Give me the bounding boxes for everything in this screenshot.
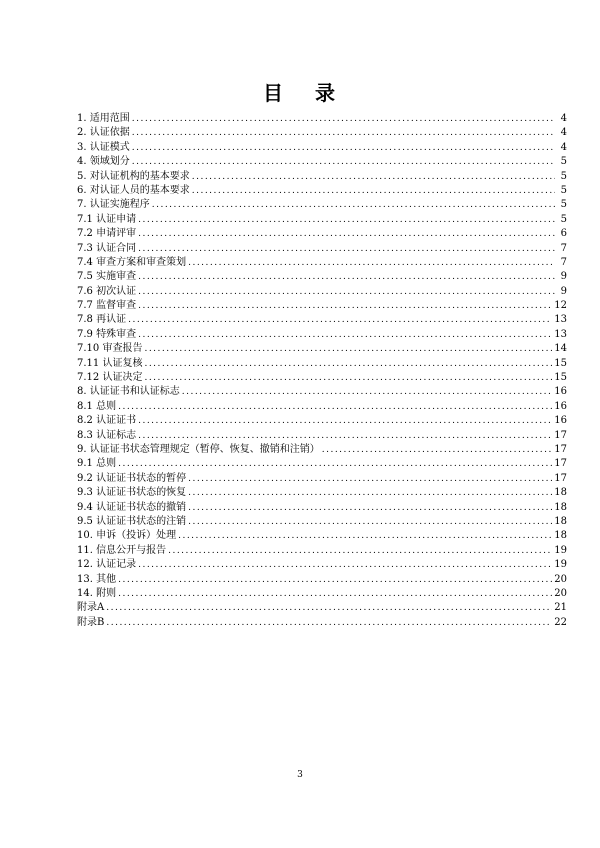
toc-leader-dots [118, 587, 552, 601]
toc-entry[interactable] [77, 457, 567, 471]
toc-entry[interactable] [77, 313, 567, 327]
toc-entry[interactable] [77, 170, 567, 184]
toc-entry[interactable] [77, 112, 567, 126]
toc-entry[interactable] [77, 126, 567, 140]
title-char-1: 目 [263, 81, 285, 105]
toc-entry-label: 14. 附则 [77, 587, 117, 599]
toc-entry-label: 9. 认证证书状态管理规定（暂停、恢复、撤销和注销） [77, 443, 320, 455]
toc-leader-dots [138, 270, 555, 284]
toc-entry-label: 9.3 认证证书状态的恢复 [77, 487, 187, 499]
toc-leader-dots [152, 198, 555, 212]
toc-leader-dots [192, 184, 555, 198]
toc-leader-dots [188, 472, 552, 486]
toc-entry-label: 7.8 再认证 [77, 314, 127, 326]
toc-leader-dots [322, 443, 553, 457]
toc-entry[interactable] [77, 486, 567, 500]
toc-entry-page: 22 [554, 616, 567, 628]
toc-leader-dots [106, 601, 552, 615]
toc-leader-dots [118, 573, 552, 587]
toc-entry-label: 1. 适用范围 [77, 113, 130, 124]
toc-entry-page: 15 [554, 372, 567, 384]
toc-entry[interactable] [77, 400, 567, 414]
toc-entry-page: 9 [560, 271, 567, 283]
toc-entry-page: 4 [560, 127, 567, 139]
toc-entry[interactable] [77, 141, 567, 155]
toc-leader-dots [144, 357, 552, 371]
toc-leader-dots [138, 242, 555, 256]
toc-entry[interactable] [77, 328, 567, 342]
toc-entry-page: 13 [554, 314, 567, 326]
toc-leader-dots [138, 213, 555, 227]
toc-entry-label: 9.2 认证证书状态的暂停 [77, 472, 187, 484]
toc-entry-label: 9.5 认证证书状态的注销 [77, 515, 187, 527]
toc-entry-label: 8. 认证证书和认证标志 [77, 386, 180, 398]
toc-entry-page: 7 [560, 242, 567, 254]
toc-leader-dots [188, 256, 555, 270]
toc-entry[interactable] [77, 472, 567, 486]
toc-entry-label: 7. 认证实施程序 [77, 199, 150, 211]
toc-leader-dots [182, 385, 553, 399]
toc-leader-dots [138, 285, 555, 299]
toc-leader-dots [118, 400, 552, 414]
toc-entry-page: 17 [554, 458, 567, 470]
toc-entry-label: 7.6 初次认证 [77, 285, 137, 297]
toc-entry-label: 8.2 认证证书 [77, 415, 137, 427]
toc-entry[interactable] [77, 443, 567, 457]
toc-entry-page: 19 [554, 544, 567, 556]
toc-entry-label: 附录B [77, 616, 105, 628]
toc-entry-page: 18 [554, 530, 567, 542]
toc-leader-dots [138, 227, 555, 241]
toc-entry-page: 7 [560, 256, 567, 268]
toc-entry-page: 16 [554, 415, 567, 427]
toc-entry-label: 5. 对认证机构的基本要求 [77, 170, 190, 182]
toc-leader-dots [188, 515, 552, 529]
toc-entry-page: 17 [554, 429, 567, 441]
toc-leader-dots [138, 328, 552, 342]
toc-entry-label: 9.4 认证证书状态的撤销 [77, 501, 187, 513]
toc-entry-label: 7.3 认证合同 [77, 242, 137, 254]
toc-entry[interactable] [77, 558, 567, 572]
page-number: 3 [297, 770, 303, 780]
toc-leader-dots [128, 313, 552, 327]
toc-entry-page: 20 [554, 587, 567, 599]
toc-leader-dots [138, 414, 552, 428]
title-char-2: 录 [315, 81, 337, 105]
toc-entry[interactable] [77, 184, 567, 198]
toc-entry-page: 12 [554, 300, 567, 312]
toc-entry-label: 10. 申诉（投诉）处理 [77, 530, 177, 542]
page-title [0, 77, 600, 106]
toc-entry[interactable] [77, 587, 567, 601]
toc-entry[interactable] [77, 213, 567, 227]
toc-entry-label: 7.7 监督审查 [77, 300, 137, 312]
toc-entry-page: 19 [554, 559, 567, 571]
toc-entry[interactable] [77, 371, 567, 385]
toc-entry-label: 7.10 审查报告 [77, 343, 143, 355]
toc-entry[interactable] [77, 155, 567, 169]
toc-entry-page: 5 [560, 156, 567, 168]
toc-entry-page: 16 [554, 386, 567, 398]
toc-entry[interactable] [77, 270, 567, 284]
toc-leader-dots [106, 616, 552, 630]
toc-entry-label: 8.1 总则 [77, 400, 117, 412]
toc-entry[interactable] [77, 342, 567, 356]
toc-entry-page: 5 [560, 184, 567, 196]
toc-entry[interactable] [77, 515, 567, 529]
toc-leader-dots [168, 544, 552, 558]
toc-entry[interactable] [77, 242, 567, 256]
toc-leader-dots [132, 141, 555, 155]
toc-leader-dots [188, 501, 552, 515]
toc-leader-dots [192, 170, 555, 184]
toc-entry-label: 7.4 审查方案和审查策划 [77, 256, 187, 268]
toc-entry-label: 8.3 认证标志 [77, 429, 137, 441]
toc-entry[interactable] [77, 256, 567, 270]
toc-entry-page: 9 [560, 285, 567, 297]
toc-leader-dots [132, 112, 555, 126]
toc-entry-label: 3. 认证模式 [77, 141, 130, 153]
toc-leader-dots [132, 155, 555, 169]
toc-leader-dots [118, 457, 552, 471]
toc-entry[interactable] [77, 429, 567, 443]
toc-entry[interactable] [77, 414, 567, 428]
toc-entry-label: 附录A [77, 602, 105, 614]
toc-entry-label: 6. 对认证人员的基本要求 [77, 184, 190, 196]
toc-entry-page: 21 [554, 602, 567, 614]
toc-entry-page: 20 [554, 573, 567, 585]
toc-entry-label: 9.1 总则 [77, 458, 117, 470]
toc-entry-page: 16 [554, 400, 567, 412]
toc-leader-dots [144, 342, 552, 356]
toc-entry-page: 15 [554, 357, 567, 369]
toc-entry-page: 5 [560, 213, 567, 225]
toc-entry[interactable] [77, 357, 567, 371]
toc-leader-dots [178, 529, 552, 543]
toc-entry-page: 4 [560, 141, 567, 153]
toc-entry-label: 7.2 申请评审 [77, 228, 137, 240]
toc-entry-label: 7.11 认证复核 [77, 357, 143, 369]
toc-entry-label: 7.9 特殊审查 [77, 328, 137, 340]
toc-entry-page: 13 [554, 328, 567, 340]
toc-entry[interactable] [77, 299, 567, 313]
toc-entry-label: 7.5 实施审查 [77, 271, 137, 283]
toc-entry-page: 18 [554, 501, 567, 513]
toc-entry[interactable] [77, 385, 567, 399]
toc-entry-page: 6 [560, 228, 567, 240]
toc-leader-dots [138, 429, 552, 443]
table-of-contents [77, 112, 567, 630]
toc-entry-label: 13. 其他 [77, 573, 117, 585]
toc-entry-page: 18 [554, 515, 567, 527]
toc-entry-label: 4. 领域划分 [77, 156, 130, 168]
toc-entry[interactable] [77, 573, 567, 587]
toc-entry[interactable] [77, 227, 567, 241]
toc-leader-dots [138, 299, 552, 313]
toc-leader-dots [188, 486, 552, 500]
toc-entry-page: 18 [554, 487, 567, 499]
toc-entry[interactable] [77, 529, 567, 543]
toc-entry-page: 17 [554, 472, 567, 484]
toc-entry-label: 12. 认证记录 [77, 559, 137, 571]
toc-entry[interactable] [77, 616, 567, 630]
toc-leader-dots [144, 371, 552, 385]
toc-entry-page: 4 [560, 113, 567, 124]
toc-leader-dots [138, 558, 552, 572]
toc-entry[interactable] [77, 544, 567, 558]
toc-entry-label: 11. 信息公开与报告 [77, 544, 167, 556]
toc-entry[interactable] [77, 501, 567, 515]
toc-entry[interactable] [77, 198, 567, 212]
toc-leader-dots [132, 126, 555, 140]
toc-entry-label: 2. 认证依据 [77, 127, 130, 139]
toc-entry[interactable] [77, 601, 567, 615]
toc-entry-label: 7.1 认证申请 [77, 213, 137, 225]
toc-entry[interactable] [77, 285, 567, 299]
toc-entry-page: 17 [554, 443, 567, 455]
toc-entry-label: 7.12 认证决定 [77, 372, 143, 384]
toc-entry-page: 5 [560, 199, 567, 211]
toc-entry-page: 14 [554, 343, 567, 355]
toc-entry-page: 5 [560, 170, 567, 182]
